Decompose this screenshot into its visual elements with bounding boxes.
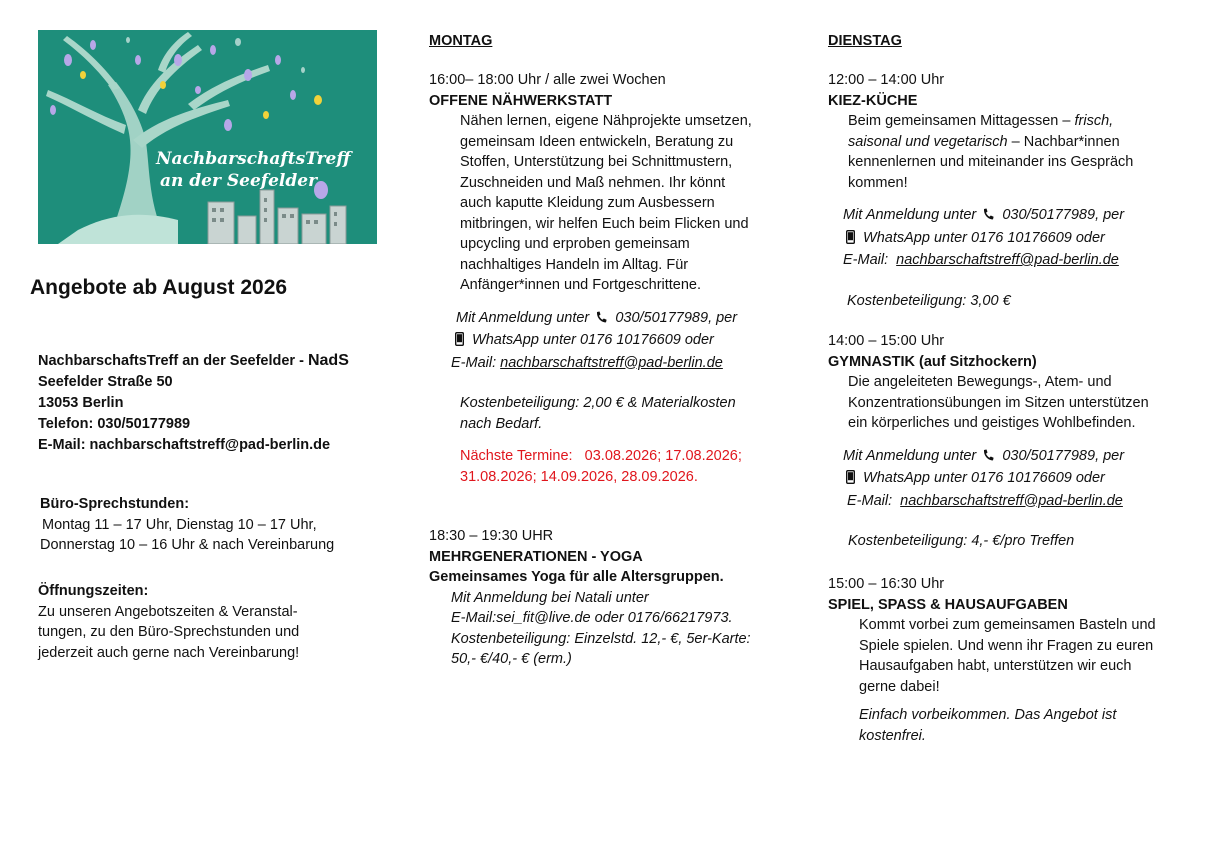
office-hours xyxy=(40,494,334,556)
email: E-Mail: nachbarschaftstreff@pad-berlin.de xyxy=(38,437,331,453)
event-title: MEHRGENERATIONEN - YOGA xyxy=(429,548,643,565)
event-description xyxy=(848,111,1198,193)
desc-part: – Nachbar*innen xyxy=(1007,133,1120,150)
event-details xyxy=(451,588,789,670)
office-line-2: Donnerstag 10 – 16 Uhr & nach Vereinbarung xyxy=(40,537,335,553)
page-title: Angebote ab August 2026 xyxy=(30,276,288,299)
desc-line: Zuschneiden und Maß nehmen. Ihr könnt xyxy=(460,174,726,191)
desc-part: frisch, xyxy=(1074,113,1114,129)
phone-number: 030/50177989, per xyxy=(615,309,738,326)
next-dates xyxy=(460,446,789,487)
event-time: 12:00 – 14:00 Uhr xyxy=(828,72,945,88)
cost-line: Kostenbeteiligung: 3,00 € xyxy=(847,292,1011,309)
whatsapp-line xyxy=(844,468,1198,491)
phone-icon xyxy=(595,310,607,331)
city: 13053 Berlin xyxy=(38,395,124,411)
tuesday-event-gymnastics xyxy=(828,331,1198,552)
cost-line: Kostenbeteiligung: 4,- €/pro Treffen xyxy=(848,533,1075,549)
email-line xyxy=(451,353,789,374)
banner-image xyxy=(38,30,377,244)
office-line-1: Montag 11 – 17 Uhr, Dienstag 10 – 17 Uhr, xyxy=(42,516,317,533)
whatsapp-line xyxy=(844,228,1198,251)
note-line: Einfach vorbeikommen. Das Angebot ist xyxy=(859,707,1117,723)
event-description xyxy=(859,615,1198,697)
desc-line: Anfänger*innen und Fortgeschrittene. xyxy=(460,277,702,293)
cost-block xyxy=(460,393,789,434)
logo-line-1: NachbarschaftsTreff xyxy=(156,149,351,169)
desc-line: Spiele spielen. Und wenn ihr Fragen zu euren xyxy=(859,637,1154,654)
email-line xyxy=(843,250,1198,271)
logo-line-2: an der Seefelder xyxy=(160,171,318,191)
event-description xyxy=(848,372,1198,434)
org-name: NachbarschaftsTreff an der Seefelder - xyxy=(38,353,308,369)
opening-heading: Öffnungszeiten: xyxy=(38,583,149,599)
street: Seefelder Straße 50 xyxy=(38,374,173,390)
email-link[interactable]: nachbarschaftstreff@pad-berlin.de xyxy=(896,252,1119,268)
email-link[interactable]: nachbarschaftstreff@pad-berlin.de xyxy=(500,354,723,371)
event-description xyxy=(460,111,789,296)
cost-line-1: Kostenbeteiligung: 2,00 € & Materialkosten xyxy=(460,395,736,411)
registration-text: Mit Anmeldung unter xyxy=(843,207,977,223)
registration-line xyxy=(843,446,1198,469)
whatsapp-text: WhatsApp unter 0176 10176609 oder xyxy=(863,229,1105,246)
event-time: 14:00 – 15:00 Uhr xyxy=(828,333,945,349)
event-time: 15:00 – 16:30 Uhr xyxy=(828,576,945,592)
event-note xyxy=(859,705,1198,746)
detail-line: Kostenbeteiligung: Einzelstd. 12,- €, 5er-Karte: xyxy=(451,630,751,647)
phone-number: 030/50177989, per xyxy=(1002,207,1125,223)
opening-hours xyxy=(38,581,299,663)
event-subtitle: Gemeinsames Yoga für alle Altersgruppen. xyxy=(429,569,724,585)
tuesday-event-games xyxy=(828,574,1198,746)
desc-part: Beim gemeinsamen Mittagessen – xyxy=(848,113,1075,129)
dates-line-2: 31.08.2026; 14.09.2026, 28.09.2026. xyxy=(460,468,698,485)
whatsapp-text: WhatsApp unter 0176 10176609 oder xyxy=(472,332,714,348)
email-label: E-Mail: xyxy=(843,252,897,268)
registration-line xyxy=(456,308,789,331)
phone-number: 030/50177989, per xyxy=(1002,447,1125,464)
whatsapp-line xyxy=(453,330,789,353)
banner-logo-text xyxy=(156,148,350,192)
registration-text: Mit Anmeldung unter xyxy=(456,309,590,326)
desc-line: auch kaputte Kleidung zum Ausbessern xyxy=(460,195,715,211)
mobile-phone-icon xyxy=(455,332,464,353)
whatsapp-text: WhatsApp unter 0176 10176609 oder xyxy=(863,470,1105,486)
desc-line: mitbringen, wir helfen Euch beim Flicken und xyxy=(460,215,749,232)
desc-line: upcycling und erproben gemeinsam xyxy=(460,236,690,252)
cost-line-2: nach Bedarf. xyxy=(460,415,543,432)
desc-line: Hausaufgaben habt, unterstützen wir euch xyxy=(859,658,1132,674)
email-line xyxy=(847,491,1198,512)
event-title: KIEZ-KÜCHE xyxy=(828,92,918,109)
desc-line: ein körperliches und geistiges Wohlbefinden. xyxy=(848,415,1136,431)
event-time: 16:00– 18:00 Uhr / alle zwei Wochen xyxy=(429,72,666,88)
opening-line-1: Zu unseren Angebotszeiten & Veranstal- xyxy=(38,603,298,620)
desc-line: Stoffen, Unterstützung bei Schnittmustern, xyxy=(460,154,733,170)
desc-line: Die angeleiteten Bewegungs-, Atem- und xyxy=(848,374,1112,390)
dates-line-1: 03.08.2026; 17.08.2026; xyxy=(584,448,742,464)
phone: Telefon: 030/50177989 xyxy=(38,416,191,432)
email-label: E-Mail: xyxy=(451,354,501,371)
phone-icon xyxy=(982,448,994,469)
desc-line: gerne dabei! xyxy=(859,678,940,695)
org-abbr: NadS xyxy=(307,352,349,369)
desc-line: Konzentrationsübungen im Sitzen unterstützen xyxy=(848,394,1149,411)
note-line: kostenfrei. xyxy=(859,727,926,744)
office-heading: Büro-Sprechstunden: xyxy=(40,496,190,512)
tuesday-heading: DIENSTAG xyxy=(828,33,902,49)
monday-heading: MONTAG xyxy=(429,33,493,49)
monday-event-sewing xyxy=(429,70,789,487)
mobile-phone-icon xyxy=(846,470,855,491)
dates-label: Nächste Termine: xyxy=(460,448,573,464)
mobile-phone-icon xyxy=(846,230,855,251)
opening-line-3: jederzeit auch gerne nach Vereinbarung! xyxy=(38,644,300,661)
detail-line: Mit Anmeldung bei Natali unter xyxy=(451,589,649,606)
tuesday-event-kitchen xyxy=(828,70,1198,311)
email-label: E-Mail: xyxy=(847,492,901,509)
detail-line: 50,- €/40,- € (erm.) xyxy=(451,651,572,667)
desc-line: gemeinsam Ideen entwickeln, Beratung zu xyxy=(460,133,734,150)
registration-line xyxy=(843,205,1198,228)
event-title: OFFENE NÄHWERKSTATT xyxy=(429,92,613,109)
address-block xyxy=(38,350,349,456)
desc-line: nachhaltiges Handeln im Alltag. Für xyxy=(460,256,689,273)
desc-line: Nähen lernen, eigene Nähprojekte umsetzen, xyxy=(460,113,752,129)
desc-line: Kommt vorbei zum gemeinsamen Basteln und xyxy=(859,617,1156,633)
monday-event-yoga xyxy=(429,526,789,670)
phone-icon xyxy=(982,207,994,228)
desc-line: kommen! xyxy=(848,174,908,191)
event-title: GYMNASTIK (auf Sitzhockern) xyxy=(828,353,1037,370)
desc-part: saisonal und vegetarisch xyxy=(848,133,1008,150)
detail-line: E-Mail:sei_fit@live.de oder 0176/66217973. xyxy=(451,610,733,626)
registration-text: Mit Anmeldung unter xyxy=(843,447,977,464)
email-link[interactable]: nachbarschaftstreff@pad-berlin.de xyxy=(900,492,1123,509)
org-name-line xyxy=(38,350,349,372)
event-title: SPIEL, SPASS & HAUSAUFGABEN xyxy=(828,596,1068,613)
desc-line: kennenlernen und miteinander ins Gespräch xyxy=(848,154,1134,170)
opening-line-2: tungen, zu den Büro-Sprechstunden und xyxy=(38,624,300,640)
event-time: 18:30 – 19:30 UHR xyxy=(429,528,554,544)
tree-illustration xyxy=(38,30,377,244)
